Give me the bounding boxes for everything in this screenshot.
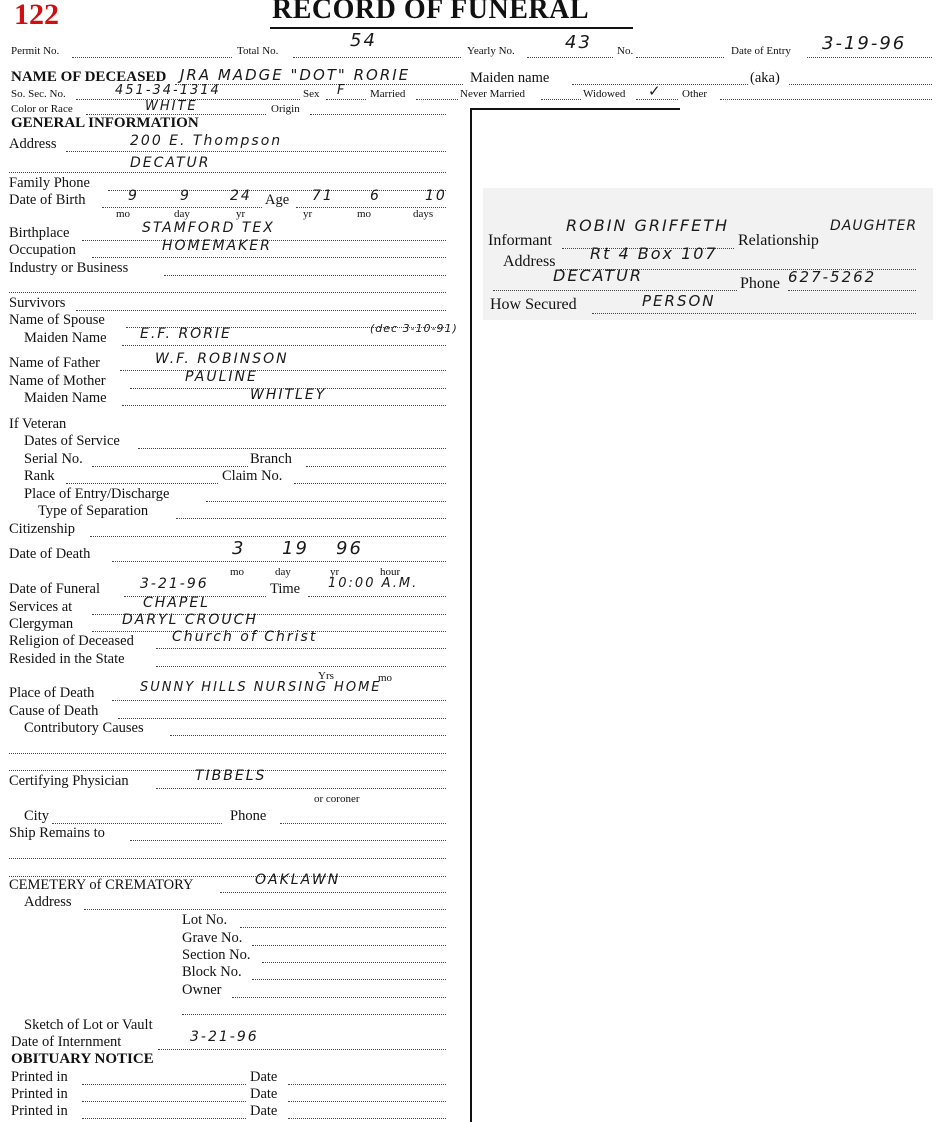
- spouse-note: (dec 3-10-91): [370, 322, 458, 335]
- place-death-value: SUNNY HILLS NURSING HOME: [140, 680, 382, 695]
- family-phone-line: [108, 190, 446, 191]
- soc-label: So. Sec. No.: [11, 88, 66, 100]
- time-value: 10:00 A.M.: [328, 576, 419, 591]
- physician-line: [156, 788, 446, 789]
- address-value-2: DECATUR: [130, 155, 211, 171]
- mother-value: PAULINE: [185, 369, 258, 385]
- printed-date-label-2: Date: [250, 1086, 278, 1102]
- religion-line: [156, 648, 446, 649]
- age-sub-mo: mo: [357, 208, 372, 220]
- death-sub-hour: hour: [380, 566, 401, 578]
- resided-sub-mo: mo: [378, 672, 393, 684]
- yearly-label: Yearly No.: [467, 45, 515, 57]
- ship-line-2: [9, 858, 446, 859]
- title-underline: [270, 27, 633, 29]
- column-divider: [470, 110, 472, 1122]
- informant-label: Informant: [488, 232, 552, 249]
- mother-label: Name of Mother: [9, 373, 106, 389]
- veteran-label: If Veteran: [9, 416, 67, 432]
- age-label: Age: [265, 192, 290, 208]
- other-label: Other: [682, 88, 708, 100]
- clergy-value: DARYL CROUCH: [122, 612, 258, 628]
- permit-label: Permit No.: [11, 45, 60, 57]
- cemetery-label: CEMETERY of CREMATORY: [9, 877, 194, 893]
- services-value: CHAPEL: [143, 595, 210, 611]
- phone-line: [280, 823, 446, 824]
- rank-line: [66, 483, 218, 484]
- informant-address-label: Address: [503, 253, 556, 270]
- never-married-label: Never Married: [460, 88, 526, 100]
- informant-phone-label: Phone: [740, 275, 780, 292]
- birthplace-label: Birthplace: [9, 225, 70, 241]
- age-days: 10: [425, 188, 447, 204]
- lot-line: [240, 927, 446, 928]
- married-line: [416, 99, 458, 100]
- time-line: [308, 596, 446, 597]
- race-label: Color or Race: [11, 103, 73, 115]
- survivors-line: [76, 310, 446, 311]
- mother-maiden-value: WHITLEY: [250, 387, 327, 403]
- physician-value: TIBBELS: [195, 768, 267, 784]
- address-line-2: [9, 172, 446, 173]
- death-sub-day: day: [275, 566, 291, 578]
- mother-maiden-line: [122, 405, 446, 406]
- date-entry-value: 3-19-96: [822, 33, 907, 54]
- mother-maiden-label: Maiden Name: [24, 390, 107, 406]
- ship-label: Ship Remains to: [9, 825, 105, 841]
- block-line: [252, 979, 446, 980]
- father-value: W.F. ROBINSON: [155, 351, 289, 367]
- internment-label: Date of Internment: [11, 1034, 122, 1050]
- sex-value: F: [337, 83, 347, 98]
- informant-address-line-2: [493, 290, 737, 291]
- coroner-label: or coroner: [314, 793, 360, 805]
- permit-line: [72, 57, 232, 58]
- father-line: [120, 370, 446, 371]
- funeral-label: Date of Funeral: [9, 581, 100, 597]
- date-entry-line: [807, 57, 932, 58]
- no-line: [636, 57, 724, 58]
- entry-label: Place of Entry/Discharge: [24, 486, 170, 502]
- religion-value: Church of Christ: [172, 629, 318, 645]
- cemetery-address-label: Address: [24, 894, 72, 910]
- death-sub-yr: yr: [330, 566, 340, 578]
- informant-phone-value: 627-5262: [788, 268, 877, 286]
- resided-label: Resided in the State: [9, 651, 125, 667]
- cause-line: [118, 718, 446, 719]
- relationship-value: DAUGHTER: [830, 218, 918, 234]
- address-value-1: 200 E. Thompson: [130, 133, 283, 149]
- spouse-maiden-label: Maiden Name: [24, 330, 107, 346]
- printed-label-1: Printed in: [11, 1069, 68, 1085]
- death-day: 19: [282, 538, 309, 559]
- aka-label: (aka): [750, 70, 780, 86]
- printed-date-line-2: [288, 1101, 446, 1102]
- no-label: No.: [617, 45, 634, 57]
- widowed-label: Widowed: [583, 88, 626, 100]
- occupation-value: HOMEMAKER: [162, 238, 272, 254]
- page-title: RECORD OF FUNERAL: [272, 0, 590, 25]
- origin-label: Origin: [271, 103, 300, 115]
- yearly-line: [527, 57, 613, 58]
- dob-mo: 9: [128, 188, 139, 204]
- address-label: Address: [9, 136, 57, 152]
- entry-line: [206, 501, 446, 502]
- owner-line: [232, 997, 446, 998]
- never-married-line: [541, 99, 581, 100]
- sketch-label: Sketch of Lot or Vault: [24, 1017, 153, 1033]
- date-entry-label: Date of Entry: [731, 45, 791, 57]
- printed-line-2: [82, 1101, 246, 1102]
- cemetery-address-line: [84, 909, 446, 910]
- dob-day: 9: [180, 188, 191, 204]
- industry-label: Industry or Business: [9, 260, 129, 276]
- informant-address-value-1: Rt 4 Box 107: [590, 244, 718, 263]
- general-info-heading: GENERAL INFORMATION: [11, 115, 199, 131]
- secured-label: How Secured: [490, 296, 577, 313]
- secured-line: [592, 313, 916, 314]
- age-sub-yr: yr: [303, 208, 313, 220]
- serial-label: Serial No.: [24, 451, 83, 467]
- cemetery-line: [220, 892, 446, 893]
- dates-service-label: Dates of Service: [24, 433, 120, 449]
- claim-label: Claim No.: [222, 468, 283, 484]
- spouse-maiden-line: [122, 345, 446, 346]
- rank-label: Rank: [24, 468, 55, 484]
- printed-line-3: [82, 1118, 246, 1119]
- contrib-line: [170, 735, 446, 736]
- printed-label-2: Printed in: [11, 1086, 68, 1102]
- printed-date-line-3: [288, 1118, 446, 1119]
- age-yr: 71: [312, 188, 334, 204]
- physician-label: Certifying Physician: [9, 773, 129, 789]
- section-label: Section No.: [182, 947, 251, 963]
- married-label: Married: [370, 88, 406, 100]
- funeral-value: 3-21-96: [140, 576, 209, 592]
- internment-line: [158, 1049, 446, 1050]
- grave-label: Grave No.: [182, 930, 243, 946]
- citizenship-label: Citizenship: [9, 521, 76, 537]
- sex-line: [326, 99, 366, 100]
- survivors-label: Survivors: [9, 295, 66, 311]
- services-label: Services at: [9, 599, 73, 615]
- address-line-1: [66, 151, 446, 152]
- citizenship-line: [90, 536, 446, 537]
- father-label: Name of Father: [9, 355, 100, 371]
- death-mo: 3: [232, 538, 246, 559]
- dob-sub-mo: mo: [116, 208, 131, 220]
- resided-sub-yrs: Yrs: [318, 670, 334, 682]
- owner-label: Owner: [182, 982, 222, 998]
- contrib-label: Contributory Causes: [24, 720, 144, 736]
- industry-line: [164, 275, 446, 276]
- secured-value: PERSON: [642, 292, 716, 310]
- name-deceased-label: NAME OF DECEASED: [11, 69, 167, 85]
- dob-yr: 24: [230, 188, 252, 204]
- maiden-name-label: Maiden name: [470, 70, 550, 86]
- printed-date-label-3: Date: [250, 1103, 278, 1119]
- resided-line: [156, 666, 446, 667]
- aka-line: [789, 84, 932, 85]
- date-death-label: Date of Death: [9, 546, 91, 562]
- separation-label: Type of Separation: [38, 503, 149, 519]
- ship-line: [130, 840, 446, 841]
- cause-label: Cause of Death: [9, 703, 99, 719]
- religion-label: Religion of Deceased: [9, 633, 134, 649]
- spouse-label: Name of Spouse: [9, 312, 105, 328]
- block-label: Block No.: [182, 964, 242, 980]
- place-death-label: Place of Death: [9, 685, 95, 701]
- occupation-line: [92, 257, 446, 258]
- section-line: [262, 962, 446, 963]
- cemetery-value: OAKLAWN: [255, 872, 341, 888]
- widowed-check-icon: ✓: [648, 82, 663, 100]
- dates-service-line: [138, 448, 446, 449]
- name-deceased-value: JRA MADGE "DOT" RORIE: [180, 66, 411, 84]
- city-line: [52, 823, 222, 824]
- branch-label: Branch: [250, 451, 292, 467]
- printed-label-3: Printed in: [11, 1103, 68, 1119]
- date-death-line: [112, 561, 446, 562]
- clergy-label: Clergyman: [9, 616, 74, 632]
- time-label: Time: [270, 581, 301, 597]
- other-line: [720, 99, 932, 100]
- lot-label: Lot No.: [182, 912, 228, 928]
- age-mo: 6: [370, 188, 381, 204]
- informant-address-value-2: DECATUR: [553, 266, 643, 285]
- grave-line: [252, 945, 446, 946]
- phone-label: Phone: [230, 808, 267, 824]
- printed-date-label-1: Date: [250, 1069, 278, 1085]
- spouse-maiden-value: E.F. RORIE: [140, 326, 232, 342]
- branch-line: [306, 466, 446, 467]
- internment-value: 3-21-96: [190, 1029, 259, 1045]
- obituary-heading: OBITUARY NOTICE: [11, 1051, 154, 1067]
- dob-label: Date of Birth: [9, 192, 86, 208]
- place-death-line: [112, 700, 446, 701]
- relationship-label: Relationship: [738, 232, 819, 249]
- sex-label: Sex: [303, 88, 320, 100]
- industry-line-2: [9, 292, 446, 293]
- dob-sub-day: day: [174, 208, 190, 220]
- informant-phone-line: [788, 290, 916, 291]
- birthplace-value: STAMFORD TEX: [142, 220, 275, 236]
- claim-line: [294, 483, 446, 484]
- printed-line-1: [82, 1084, 246, 1085]
- family-phone-label: Family Phone: [9, 175, 90, 191]
- yearly-value: 43: [565, 32, 592, 53]
- contrib-line-2: [9, 753, 446, 754]
- informant-value: ROBIN GRIFFETH: [566, 216, 730, 235]
- total-value: 54: [350, 30, 377, 51]
- total-line: [293, 57, 461, 58]
- death-yr: 96: [336, 538, 363, 559]
- occupation-label: Occupation: [9, 242, 76, 258]
- soc-value: 451-34-1314: [115, 83, 221, 98]
- total-label: Total No.: [237, 45, 279, 57]
- origin-line: [310, 114, 446, 115]
- city-label: City: [24, 808, 49, 824]
- separation-line: [176, 518, 446, 519]
- printed-date-line-1: [288, 1084, 446, 1085]
- race-value: WHITE: [145, 99, 198, 114]
- record-number: 122: [14, 0, 59, 31]
- age-sub-days: days: [413, 208, 434, 220]
- right-box-top: [470, 108, 680, 110]
- serial-line: [92, 466, 248, 467]
- death-sub-mo: mo: [230, 566, 245, 578]
- dob-sub-yr: yr: [236, 208, 246, 220]
- owner-line-2: [182, 1014, 446, 1015]
